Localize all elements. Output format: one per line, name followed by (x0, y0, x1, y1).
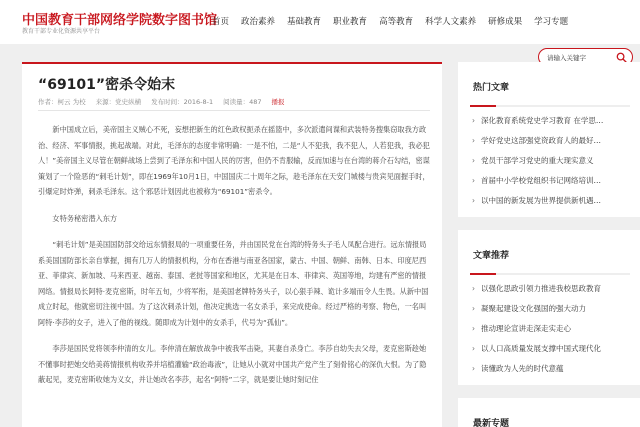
article-publish-time: 发布时间：2016-8-1 (151, 98, 214, 106)
hot-article-item[interactable]: › 深化教育系统党史学习教育 在学思… (472, 111, 640, 131)
article-subheading: 女特务秘密潜入东方 (52, 213, 118, 223)
recommended-articles-list (458, 279, 640, 379)
hot-articles-panel (458, 62, 640, 217)
article-title: “69101”密杀令始末 (38, 77, 176, 93)
article-panel (22, 62, 442, 427)
article-paragraph: 李莎是国民党将领李仲清的女儿。李仲清在解放战争中被我军击毙，其妻自杀身亡。李莎自幼失去父母，麦克密斯趁她不懂事时把她交给美蒋情报机构收养并培植灌输“政治毒液”，让她从小就对中国共产党产生了刻骨铭心的深仇大恨。为了隐蔽起见，麦克密斯收她为义女，并让她改名李莎，起名“阿特”二字，就是要让她时刻记住 (38, 344, 427, 384)
play-audio-button[interactable]: 播报 (271, 98, 285, 106)
panel-divider (470, 273, 630, 275)
recommended-article-item[interactable]: › 读懂政为人先的时代意蕴 (472, 359, 640, 379)
nav-item-research-results[interactable]: 研修成果 (488, 17, 523, 27)
site-title[interactable]: 中国教育干部网络学院数字图书馆 (22, 13, 218, 28)
hot-article-item[interactable]: › 以中国的新发展为世界提供新机遇… (472, 191, 640, 211)
recommended-article-item[interactable]: › 以强化思政引领力推进我校思政教育 (472, 279, 640, 299)
recommended-articles-title: 文章推荐 (473, 251, 510, 261)
recommended-article-item[interactable]: › 以人口高质量发展支撑中国式现代化 (472, 339, 640, 359)
latest-topics-panel (458, 398, 640, 427)
hot-articles-list (458, 111, 640, 211)
nav-item-higher-education[interactable]: 高等教育 (379, 17, 414, 27)
nav-item-home[interactable]: 首页 (212, 17, 230, 27)
article-source: 来源：党史纵横 (95, 98, 142, 106)
meta-divider (38, 110, 430, 111)
nav-item-vocational-education[interactable]: 职业教育 (333, 17, 368, 27)
article-read-count: 阅读量：487 (223, 98, 262, 106)
nav-item-study-topics[interactable]: 学习专题 (534, 17, 569, 27)
recommended-articles-panel (458, 230, 640, 385)
sidebar (458, 62, 640, 427)
nav-item-politics[interactable]: 政治素养 (241, 17, 276, 27)
site-subtitle: 教育干部专业化资源共享平台 (22, 28, 101, 35)
recommended-article-item[interactable]: › 推动理论宣讲走深走实走心 (472, 319, 640, 339)
article-author: 作者：柯云 为校 (38, 98, 86, 106)
latest-topics-title: 最新专题 (473, 419, 510, 427)
hot-article-item[interactable]: › 党员干部学习党史的重大现实意义 (472, 151, 640, 171)
hot-article-item[interactable]: › 学好党史这部强党资政育人的最好… (472, 131, 640, 151)
article-body (38, 122, 430, 399)
site-header (0, 0, 640, 44)
panel-divider (470, 105, 630, 107)
article-paragraph: “刺毛计划”是美国国防部交给远东情报局的一项重要任务，并由国民党在台湾的特务头子毛人凤配合进行。远东情报局系美国国防部长亲自掌握，拥有几万人的情报机构，分布在香港与南亚各国家，蒙古、中国、朝鲜、南韩、日本、印度尼西亚、菲律宾、新加坡、马来西亚、越南、泰国、老挝等国家和地区，尤其是在日本、菲律宾、英国等地，均建有严密的情报网络。情报局长阿特·麦克密斯，时年五旬，少将军衔，是美国老牌特务头子，以心狠手辣、诡计多端而令人生畏。从新中国成立时起，他就密切注视中国。为了这次刺杀计划，他决定挑选一名女杀手，来完成使命。经过严格的考察、物色，一名叫阿特·李莎的女子，进入了他的视线。随即成为计划中的女杀手，代号为“孤仙”。 (38, 240, 429, 327)
article-paragraph: 新中国成立后，美帝国主义贼心不死，妄想把新生的红色政权扼杀在摇篮中，多次派遣间谍和武装特务搜集窃取我方政治、经济、军事情报，挑起战端。对此，毛泽东的态度非常明确：一是不怕，二是“人不犯我，我不犯人，人若犯我，我必犯人！”美帝国主义尽管在朝鲜战场上尝到了毛泽东和中国人民的厉害，但仍不肯服输，反而加速与在台湾的蒋介石勾结，密谋策划了一个险恶的“刺毛计划”，即在1969年10月1日，中国国庆二十周年之际，趁毛泽东在天安门城楼与贵宾见面握手时，引爆定时炸弹，刺杀毛泽东。这个邪恶计划因此也被称为“69101”密杀令。 (38, 125, 430, 196)
nav-item-basic-education[interactable]: 基础教育 (287, 17, 322, 27)
article-top-divider (22, 62, 442, 64)
article-meta (38, 97, 295, 106)
nav-item-science-humanities[interactable]: 科学人文素养 (425, 17, 477, 27)
recommended-article-item[interactable]: › 凝聚起建设文化强国的强大动力 (472, 299, 640, 319)
main-nav (212, 15, 580, 27)
hot-article-item[interactable]: › 首届中小学校党组织书记网络培训… (472, 171, 640, 191)
hot-articles-title: 热门文章 (473, 83, 510, 93)
